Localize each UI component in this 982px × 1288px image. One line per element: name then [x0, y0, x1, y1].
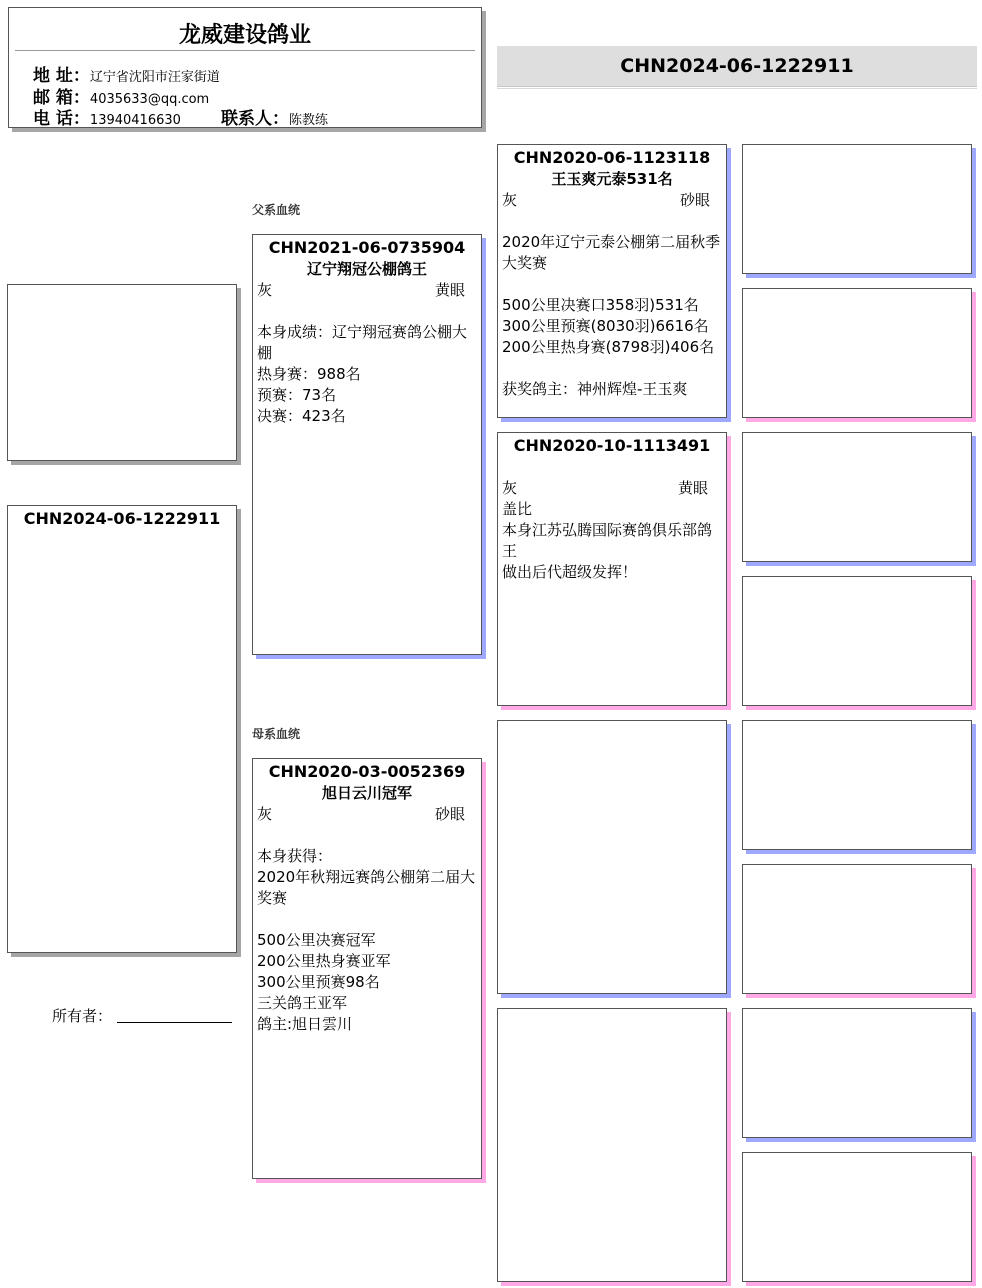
dam-line: 2020年秋翔远赛鸽公棚第二届大奖赛	[257, 868, 476, 907]
great-grandparent-box	[742, 1152, 972, 1282]
sire-dam-line: 做出后代超级发挥！	[502, 563, 638, 581]
great-grandparent-box	[742, 432, 972, 562]
great-grandparent-box	[742, 1008, 972, 1138]
great-grandparent-box	[742, 288, 972, 418]
sire-line: 本身成绩：辽宁翔冠赛鸽公棚大棚	[257, 323, 468, 362]
sire-dam-line: 本身江苏弘腾国际赛鸽俱乐部鸽王	[502, 521, 713, 560]
great-grandparent-box	[742, 576, 972, 706]
header-divider	[15, 50, 475, 51]
sire-sire-ring: CHN2020-06-1123118	[513, 148, 711, 167]
dam-line	[257, 909, 477, 930]
breeder-header	[8, 7, 482, 128]
sire-sire-line	[502, 274, 722, 295]
dam-name: 旭日云川冠军	[321, 784, 412, 802]
dam-line: 500公里决赛冠军	[257, 931, 376, 949]
great-grandparent-box	[742, 144, 972, 274]
dam-sire-box	[497, 720, 727, 994]
dam-box	[252, 758, 482, 1179]
dam-section-label: 母系血统	[252, 727, 301, 741]
dam-line: 鸽主:旭日雲川	[257, 1015, 353, 1033]
sire-line: 决赛：423名	[257, 407, 346, 425]
subject-box	[7, 505, 237, 953]
sire-sire-box	[497, 144, 727, 418]
sire-ring: CHN2021-06-0735904	[268, 238, 466, 257]
email-value: 4035633@qq.com	[89, 92, 210, 107]
sire-color-eye	[257, 280, 477, 301]
top-ring-banner: CHN2024-06-1222911	[497, 46, 977, 87]
great-grandparent-box	[742, 864, 972, 994]
contact-label: 联系人：	[221, 109, 289, 129]
sire-sire-line: 200公里热身赛(8798羽)406名	[502, 338, 715, 356]
dam-line: 三关鸽王亚军	[257, 994, 348, 1012]
sire-sire-line: 500公里决赛口358羽)531名	[502, 296, 699, 314]
sire-sire-color: 灰	[502, 191, 518, 209]
sire-sire-line: 2020年辽宁元泰公棚第二届秋季大奖赛	[502, 233, 721, 272]
sire-dam-color: 灰	[502, 479, 518, 497]
sire-sire-color-eye	[502, 190, 722, 211]
sire-sire-line: 300公里预赛(8030羽)6616名	[502, 317, 709, 335]
dam-color: 灰	[257, 805, 273, 823]
subject-ring: CHN2024-06-1222911	[23, 509, 221, 528]
phone-row	[33, 104, 181, 129]
contact-row	[221, 104, 328, 129]
dam-eye: 砂眼	[434, 805, 465, 823]
dam-line: 本身获得：	[257, 847, 333, 865]
sire-sire-name: 王玉爽元泰531名	[551, 170, 673, 188]
pigeon-photo-box	[7, 284, 237, 461]
sire-dam-ring: CHN2020-10-1113491	[513, 436, 711, 455]
owner-label: 所有者：	[52, 1007, 113, 1025]
sire-line: 热身赛：988名	[257, 365, 361, 383]
address-value: 辽宁省沈阳市汪家街道	[89, 70, 220, 85]
sire-name: 辽宁翔冠公棚鸽王	[306, 260, 427, 278]
dam-line: 300公里预赛98名	[257, 973, 380, 991]
sire-section-label: 父系血统	[252, 203, 301, 217]
email-label: 邮 箱：	[33, 88, 90, 108]
top-ring-underline	[497, 88, 977, 89]
dam-dam-box	[497, 1008, 727, 1282]
sire-color: 灰	[257, 281, 273, 299]
sire-dam-color-eye	[502, 478, 722, 499]
phone-value: 13940416630	[89, 113, 181, 128]
breeder-title: 龙威建设鸽业	[178, 23, 311, 48]
sire-dam-line: 盖比	[502, 500, 533, 518]
great-grandparent-box	[742, 720, 972, 850]
sire-line: 预赛：73名	[257, 386, 337, 404]
address-label: 地 址：	[33, 66, 90, 86]
sire-dam-eye: 黄眼	[677, 479, 708, 497]
sire-sire-eye: 砂眼	[679, 191, 710, 209]
sire-eye: 黄眼	[434, 281, 465, 299]
sire-dam-box	[497, 432, 727, 706]
dam-ring: CHN2020-03-0052369	[268, 762, 466, 781]
contact-value: 陈教练	[289, 113, 329, 128]
owner-signature-line	[117, 1022, 232, 1023]
sire-box	[252, 234, 482, 655]
dam-line: 200公里热身赛亚军	[257, 952, 391, 970]
sire-sire-line	[502, 358, 722, 379]
sire-sire-line: 获奖鸽主：神州辉煌-王玉爽	[502, 380, 688, 398]
phone-label: 电 话：	[33, 109, 90, 129]
dam-color-eye	[257, 804, 477, 825]
